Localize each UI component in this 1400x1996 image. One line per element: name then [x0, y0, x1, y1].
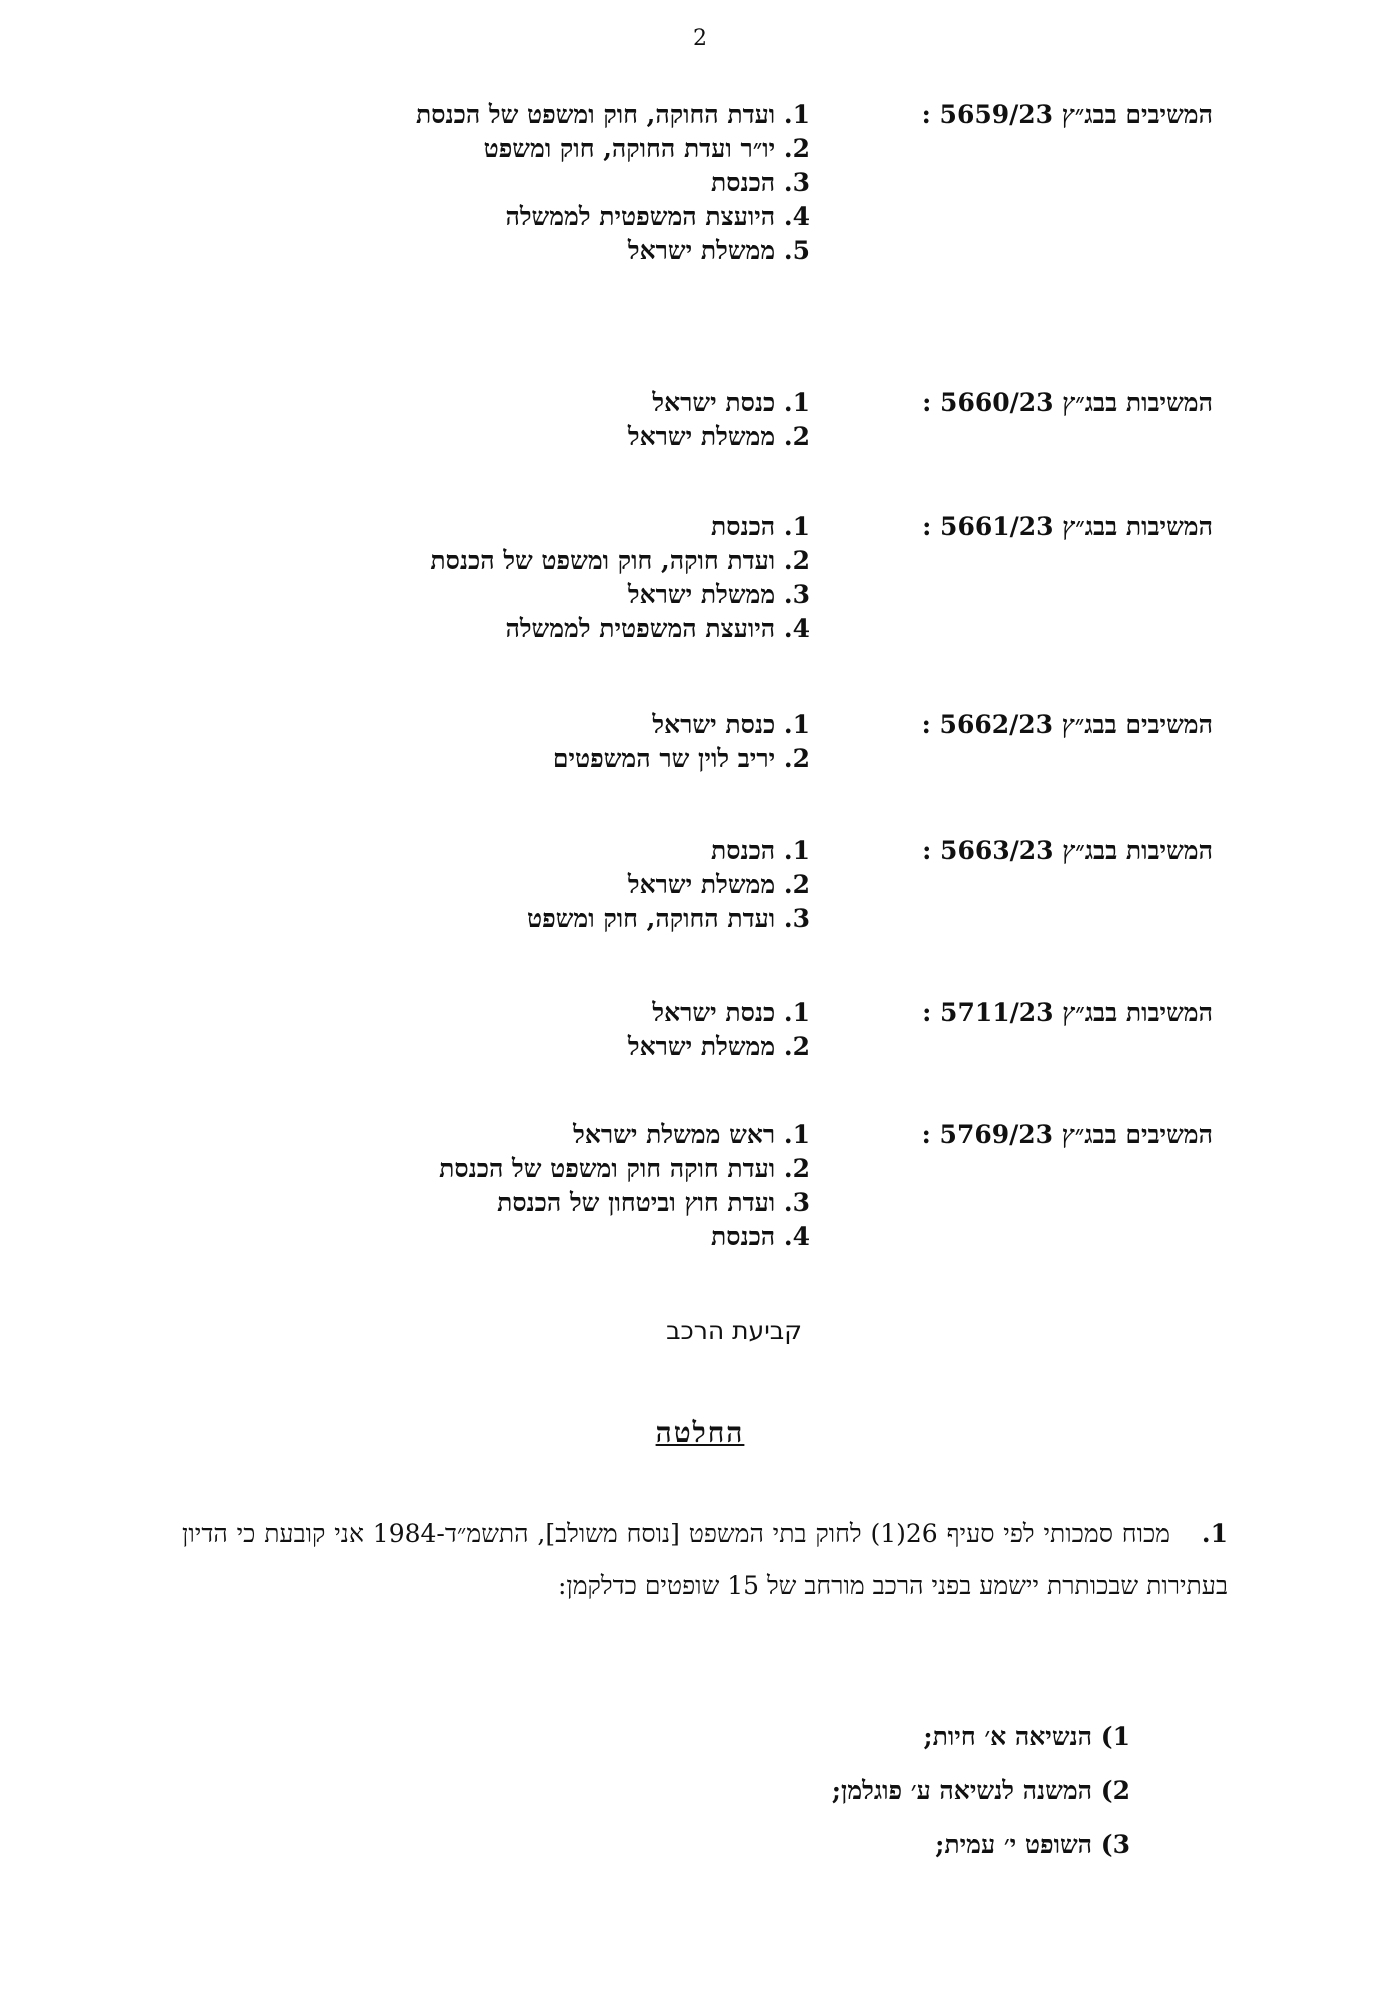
respondent-list [439, 1118, 810, 1254]
list-item: 1. הכנסת [710, 836, 810, 865]
list-item: 4. היועצת המשפטית לממשלה [505, 202, 810, 231]
list-item: 3. הכנסת [710, 168, 810, 197]
judges-list [832, 1710, 1130, 1872]
list-item: 1. כנסת ישראל [652, 710, 810, 739]
list-item: 3. ממשלת ישראל [627, 580, 810, 609]
respondent-list [416, 98, 810, 268]
list-item: 1. הכנסת [710, 512, 810, 541]
list-item: 3. ועדת החוקה, חוק ומשפט [527, 904, 810, 933]
list-item: 2. יריב לוין שר המשפטים [552, 744, 810, 773]
panel-composition-note: קביעת הרכב [666, 1316, 802, 1345]
decision-title: החלטה [655, 1416, 745, 1449]
paragraph-text: מכוח סמכותי לפי סעיף 26(1) לחוק בתי המשפט [נוסח משולב], התשמ״ד-1984 אני קובעת כי הדיון בעתירות שבכותרת יישמע בפני הרכב מורחב של 15 שופטים כדלקמן: [182, 1519, 1228, 1600]
respondent-list [553, 708, 810, 776]
page-number: 2 [693, 26, 707, 51]
respondent-list [527, 834, 810, 936]
list-item: 2. ממשלת ישראל [627, 870, 810, 899]
list-item: 1. כנסת ישראל [652, 998, 810, 1027]
list-item: 4. היועצת המשפטית לממשלה [505, 614, 810, 643]
list-item: 2. ועדת חוקה חוק ומשפט של הכנסת [439, 1154, 810, 1183]
list-item: 3. ועדת חוץ וביטחון של הכנסת [497, 1188, 810, 1217]
respondent-label: המשיבים בבג״ץ 5769/23 : [921, 1120, 1213, 1149]
paragraph-number: 1. [1201, 1519, 1229, 1548]
respondent-list [628, 386, 810, 454]
list-item: 5. ממשלת ישראל [627, 236, 810, 265]
list-item: 4. הכנסת [710, 1222, 810, 1251]
list-item: 2. ממשלת ישראל [627, 422, 810, 451]
list-item: 1) הנשיאה א׳ חיות; [923, 1722, 1130, 1751]
respondent-label: המשיבים בבג״ץ 5662/23 : [921, 710, 1213, 739]
respondent-label: המשיבות בבג״ץ 5711/23 : [922, 998, 1213, 1027]
decision-paragraph [182, 1508, 1228, 1612]
respondent-label: המשיבים בבג״ץ 5659/23 : [921, 100, 1213, 129]
list-item: 1. ועדת החוקה, חוק ומשפט של הכנסת [416, 100, 810, 129]
list-item: 3) השופט י׳ עמית; [935, 1830, 1130, 1859]
list-item: 2. ועדת חוקה, חוק ומשפט של הכנסת [430, 546, 810, 575]
list-item: 1. ראש ממשלת ישראל [573, 1120, 810, 1149]
respondent-label: המשיבות בבג״ץ 5661/23 : [922, 512, 1213, 541]
list-item: 2) המשנה לנשיאה ע׳ פוגלמן; [831, 1776, 1130, 1805]
respondent-list [628, 996, 810, 1064]
respondent-label: המשיבות בבג״ץ 5660/23 : [922, 388, 1213, 417]
list-item: 2. ממשלת ישראל [627, 1032, 810, 1061]
list-item: 1. כנסת ישראל [652, 388, 810, 417]
respondent-label: המשיבות בבג״ץ 5663/23 : [922, 836, 1213, 865]
list-item: 2. יו״ר ועדת החוקה, חוק ומשפט [483, 134, 810, 163]
respondent-list [430, 510, 810, 646]
